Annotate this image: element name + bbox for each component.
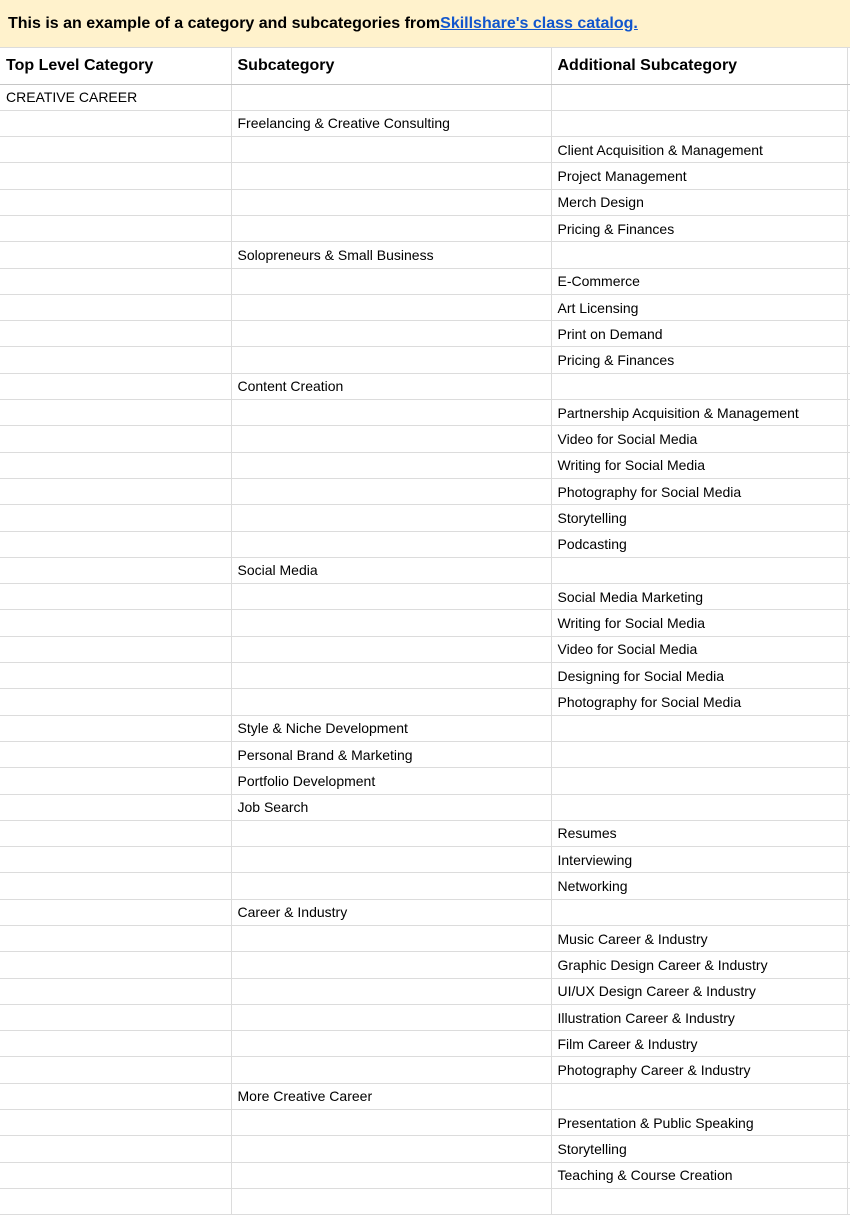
header-additional-subcategory[interactable]: Additional Subcategory (551, 48, 847, 84)
table-cell[interactable] (231, 636, 551, 662)
table-cell[interactable]: Social Media Marketing (551, 584, 847, 610)
table-cell[interactable] (231, 1004, 551, 1030)
table-cell[interactable]: Freelancing & Creative Consulting (231, 110, 551, 136)
table-cell[interactable] (0, 1057, 231, 1083)
table-cell[interactable] (231, 452, 551, 478)
table-cell[interactable] (0, 426, 231, 452)
category-table (0, 48, 850, 1215)
table-cell[interactable] (0, 847, 231, 873)
table-row (0, 163, 850, 189)
table-cell[interactable]: Graphic Design Career & Industry (551, 952, 847, 978)
table-row (0, 110, 850, 136)
table-row (0, 663, 850, 689)
table-cell[interactable] (231, 847, 551, 873)
table-row (0, 952, 850, 978)
table-cell[interactable] (0, 294, 231, 320)
table-cell[interactable] (0, 242, 231, 268)
table-cell[interactable]: Interviewing (551, 847, 847, 873)
table-cell[interactable] (0, 1162, 231, 1188)
table-cell[interactable] (231, 1057, 551, 1083)
table-cell[interactable] (0, 557, 231, 583)
table-cell[interactable] (231, 215, 551, 241)
table-cell[interactable] (551, 715, 847, 741)
table-cell[interactable] (0, 741, 231, 767)
table-cell[interactable] (231, 84, 551, 110)
table-row (0, 715, 850, 741)
table-cell[interactable]: Job Search (231, 794, 551, 820)
table-header-row (0, 48, 850, 84)
table-cell[interactable] (231, 189, 551, 215)
table-cell[interactable]: E-Commerce (551, 268, 847, 294)
table-cell[interactable]: Photography for Social Media (551, 478, 847, 504)
table-cell[interactable] (231, 400, 551, 426)
table-row (0, 1188, 850, 1214)
table-row (0, 741, 850, 767)
table-row (0, 873, 850, 899)
table-cell[interactable]: Video for Social Media (551, 636, 847, 662)
table-cell[interactable] (0, 689, 231, 715)
table-cell[interactable] (0, 215, 231, 241)
table-cell[interactable]: Merch Design (551, 189, 847, 215)
table-row (0, 268, 850, 294)
table-cell[interactable] (0, 794, 231, 820)
table-cell[interactable]: CREATIVE CAREER (0, 84, 231, 110)
table-cell[interactable]: More Creative Career (231, 1083, 551, 1109)
table-cell[interactable] (0, 110, 231, 136)
table-cell[interactable] (0, 899, 231, 925)
table-cell[interactable] (231, 505, 551, 531)
table-cell[interactable] (231, 584, 551, 610)
table-cell[interactable] (231, 926, 551, 952)
table-cell[interactable] (551, 110, 847, 136)
table-row (0, 794, 850, 820)
table-cell[interactable] (0, 347, 231, 373)
table-cell[interactable]: Video for Social Media (551, 426, 847, 452)
table-cell[interactable]: Designing for Social Media (551, 663, 847, 689)
table-row (0, 820, 850, 846)
table-row (0, 926, 850, 952)
table-cell[interactable] (0, 715, 231, 741)
table-row (0, 452, 850, 478)
table-cell[interactable] (551, 242, 847, 268)
table-cell[interactable] (231, 426, 551, 452)
table-cell[interactable] (0, 189, 231, 215)
table-cell[interactable] (231, 1136, 551, 1162)
table-cell[interactable] (0, 1083, 231, 1109)
table-cell[interactable] (231, 978, 551, 1004)
table-row (0, 768, 850, 794)
table-cell[interactable] (551, 794, 847, 820)
table-cell[interactable] (231, 820, 551, 846)
table-cell[interactable] (551, 557, 847, 583)
table-row (0, 847, 850, 873)
table-row (0, 242, 850, 268)
table-cell[interactable] (231, 294, 551, 320)
table-cell[interactable] (231, 347, 551, 373)
table-cell[interactable] (0, 400, 231, 426)
table-cell[interactable] (0, 321, 231, 347)
table-cell[interactable] (0, 137, 231, 163)
table-cell[interactable] (231, 1110, 551, 1136)
table-cell[interactable] (551, 741, 847, 767)
table-cell[interactable] (0, 268, 231, 294)
table-cell[interactable] (231, 531, 551, 557)
table-cell[interactable]: Film Career & Industry (551, 1031, 847, 1057)
table-cell[interactable] (231, 610, 551, 636)
table-cell[interactable] (0, 952, 231, 978)
table-cell[interactable]: Solopreneurs & Small Business (231, 242, 551, 268)
table-cell[interactable] (551, 84, 847, 110)
table-cell[interactable] (231, 1031, 551, 1057)
table-cell[interactable]: Social Media (231, 557, 551, 583)
table-row (0, 321, 850, 347)
table-cell[interactable]: Storytelling (551, 1136, 847, 1162)
table-cell[interactable]: Writing for Social Media (551, 452, 847, 478)
table-body (0, 84, 850, 1215)
table-row (0, 215, 850, 241)
table-cell[interactable]: Teaching & Course Creation (551, 1162, 847, 1188)
table-cell[interactable]: Career & Industry (231, 899, 551, 925)
table-cell[interactable] (231, 663, 551, 689)
table-cell[interactable] (551, 1188, 847, 1214)
table-cell[interactable]: Storytelling (551, 505, 847, 531)
table-row (0, 1031, 850, 1057)
table-cell[interactable] (0, 926, 231, 952)
table-cell[interactable] (231, 952, 551, 978)
table-row (0, 636, 850, 662)
table-row (0, 400, 850, 426)
table-cell[interactable] (0, 820, 231, 846)
table-row (0, 84, 850, 110)
table-row (0, 137, 850, 163)
table-cell[interactable]: Pricing & Finances (551, 215, 847, 241)
table-row (0, 531, 850, 557)
table-cell[interactable] (551, 768, 847, 794)
table-cell[interactable]: Content Creation (231, 373, 551, 399)
table-cell[interactable] (0, 636, 231, 662)
table-cell[interactable]: Portfolio Development (231, 768, 551, 794)
table-cell[interactable]: Client Acquisition & Management (551, 137, 847, 163)
table-row (0, 505, 850, 531)
table-cell[interactable]: Writing for Social Media (551, 610, 847, 636)
table-cell[interactable] (231, 873, 551, 899)
table-cell[interactable] (0, 1136, 231, 1162)
table-cell[interactable]: Style & Niche Development (231, 715, 551, 741)
table-cell[interactable] (0, 584, 231, 610)
table-cell[interactable]: Photography Career & Industry (551, 1057, 847, 1083)
table-row (0, 689, 850, 715)
table-row (0, 557, 850, 583)
table-cell[interactable]: Pricing & Finances (551, 347, 847, 373)
table-cell[interactable] (0, 663, 231, 689)
table-cell[interactable]: Networking (551, 873, 847, 899)
table-row (0, 478, 850, 504)
header-subcategory[interactable]: Subcategory (231, 48, 551, 84)
table-cell[interactable] (0, 1188, 231, 1214)
table-cell[interactable]: Resumes (551, 820, 847, 846)
table-cell[interactable]: Presentation & Public Speaking (551, 1110, 847, 1136)
table-cell[interactable] (0, 1031, 231, 1057)
table-row (0, 610, 850, 636)
table-cell[interactable] (231, 321, 551, 347)
table-cell[interactable]: Personal Brand & Marketing (231, 741, 551, 767)
table-cell[interactable] (0, 505, 231, 531)
header-top-level-category[interactable]: Top Level Category (0, 48, 231, 84)
table-cell[interactable] (0, 1004, 231, 1030)
table-row (0, 1136, 850, 1162)
table-cell[interactable] (231, 1188, 551, 1214)
catalog-link[interactable]: Skillshare's class catalog. (440, 14, 638, 32)
table-cell[interactable] (551, 899, 847, 925)
banner-text: This is an example of a category and subcategories from (8, 14, 441, 32)
table-cell[interactable] (0, 978, 231, 1004)
table-row (0, 1162, 850, 1188)
table-cell[interactable] (0, 373, 231, 399)
table-cell[interactable] (231, 268, 551, 294)
table-cell[interactable]: Podcasting (551, 531, 847, 557)
table-row (0, 1004, 850, 1030)
table-row (0, 294, 850, 320)
table-row (0, 426, 850, 452)
table-row (0, 373, 850, 399)
table-cell[interactable]: Illustration Career & Industry (551, 1004, 847, 1030)
table-cell[interactable]: Music Career & Industry (551, 926, 847, 952)
table-cell[interactable] (0, 531, 231, 557)
banner-note-cell[interactable] (0, 0, 850, 48)
table-cell[interactable] (0, 768, 231, 794)
table-cell[interactable] (0, 873, 231, 899)
table-cell[interactable]: Partnership Acquisition & Management (551, 400, 847, 426)
table-row (0, 347, 850, 373)
table-row (0, 584, 850, 610)
table-cell[interactable] (0, 452, 231, 478)
table-cell[interactable]: Art Licensing (551, 294, 847, 320)
table-cell[interactable]: Print on Demand (551, 321, 847, 347)
table-cell[interactable] (551, 1083, 847, 1109)
table-row (0, 1057, 850, 1083)
table-cell[interactable] (0, 610, 231, 636)
table-cell[interactable] (231, 1162, 551, 1188)
table-cell[interactable] (231, 478, 551, 504)
table-cell[interactable]: Photography for Social Media (551, 689, 847, 715)
table-cell[interactable] (0, 1110, 231, 1136)
table-cell[interactable]: UI/UX Design Career & Industry (551, 978, 847, 1004)
table-cell[interactable] (0, 478, 231, 504)
table-row (0, 899, 850, 925)
table-row (0, 978, 850, 1004)
table-cell[interactable]: Project Management (551, 163, 847, 189)
table-row (0, 189, 850, 215)
table-cell[interactable] (0, 163, 231, 189)
table-row (0, 1083, 850, 1109)
table-cell[interactable] (231, 163, 551, 189)
table-cell[interactable] (231, 689, 551, 715)
table-cell[interactable] (551, 373, 847, 399)
table-row (0, 1110, 850, 1136)
table-cell[interactable] (231, 137, 551, 163)
